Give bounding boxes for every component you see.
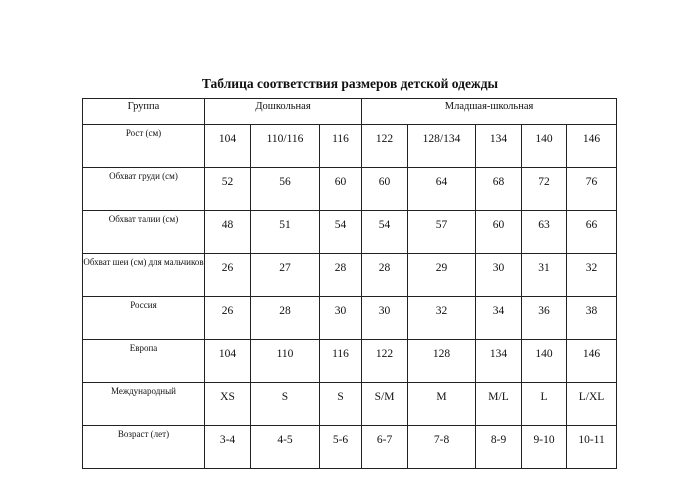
table-cell: M [408, 383, 476, 426]
page-title: Таблица соответствия размеров детской одежды [201, 76, 499, 91]
table-cell: 54 [362, 211, 408, 254]
table-cell: 6-7 [362, 426, 408, 469]
table-cell: L/XL [567, 383, 617, 426]
table-cell: 110 [251, 340, 320, 383]
table-cell: L [522, 383, 567, 426]
table-cell: S/M [362, 383, 408, 426]
table-cell: 134 [476, 125, 522, 168]
preschool-header: Дошкольная [205, 99, 362, 125]
table-cell: 52 [205, 168, 251, 211]
table-cell: 29 [408, 254, 476, 297]
table-row [83, 383, 617, 426]
table-cell: 28 [362, 254, 408, 297]
table-cell: 51 [251, 211, 320, 254]
table-cell: 76 [567, 168, 617, 211]
table-cell: 30 [320, 297, 362, 340]
table-cell: 34 [476, 297, 522, 340]
table-cell: 8-9 [476, 426, 522, 469]
table-cell: 140 [522, 125, 567, 168]
table-cell: 28 [320, 254, 362, 297]
row-label: Обхват шеи (см) для мальчиков [83, 254, 205, 297]
table-cell: 128 [408, 340, 476, 383]
table-cell: 110/116 [251, 125, 320, 168]
table-row [83, 297, 617, 340]
table-cell: 56 [251, 168, 320, 211]
table-cell: 48 [205, 211, 251, 254]
table-cell: 64 [408, 168, 476, 211]
row-label: Обхват талии (см) [83, 211, 205, 254]
table-cell: 10-11 [567, 426, 617, 469]
table-cell: 28 [251, 297, 320, 340]
table-cell: 30 [362, 297, 408, 340]
table-cell: 30 [476, 254, 522, 297]
table-cell: 32 [567, 254, 617, 297]
table-cell: 122 [362, 340, 408, 383]
table-cell: 36 [522, 297, 567, 340]
table-cell: 68 [476, 168, 522, 211]
table-cell: 122 [362, 125, 408, 168]
row-label: Международный [83, 383, 205, 426]
table-cell: 4-5 [251, 426, 320, 469]
table-cell: 26 [205, 297, 251, 340]
table-cell: 54 [320, 211, 362, 254]
table-cell: 63 [522, 211, 567, 254]
table-row [83, 125, 617, 168]
table-cell: 26 [205, 254, 251, 297]
table-cell: 116 [320, 125, 362, 168]
table-cell: 72 [522, 168, 567, 211]
table-cell: XS [205, 383, 251, 426]
table-cell: 146 [567, 125, 617, 168]
table-cell: 38 [567, 297, 617, 340]
table-row [83, 211, 617, 254]
table-cell: 32 [408, 297, 476, 340]
row-label: Возраст (лет) [83, 426, 205, 469]
group-header: Группа [83, 99, 205, 125]
table-cell: 146 [567, 340, 617, 383]
size-table [82, 98, 617, 469]
table-cell: 116 [320, 340, 362, 383]
table-cell: S [251, 383, 320, 426]
table-cell: 57 [408, 211, 476, 254]
table-cell: 7-8 [408, 426, 476, 469]
table-cell: 60 [476, 211, 522, 254]
table-row [83, 340, 617, 383]
table-cell: S [320, 383, 362, 426]
row-label: Рост (см) [83, 125, 205, 168]
junior-school-header: Младшая-школьная [362, 99, 617, 125]
row-label: Обхват груди (см) [83, 168, 205, 211]
header-row [83, 99, 617, 125]
table-cell: M/L [476, 383, 522, 426]
table-cell: 104 [205, 340, 251, 383]
table-cell: 60 [362, 168, 408, 211]
table-cell: 140 [522, 340, 567, 383]
table-cell: 9-10 [522, 426, 567, 469]
table-cell: 31 [522, 254, 567, 297]
row-label: Россия [83, 297, 205, 340]
table-cell: 60 [320, 168, 362, 211]
table-cell: 134 [476, 340, 522, 383]
table-row [83, 168, 617, 211]
table-cell: 3-4 [205, 426, 251, 469]
row-label: Европа [83, 340, 205, 383]
table-cell: 128/134 [408, 125, 476, 168]
table-row [83, 426, 617, 469]
table-cell: 66 [567, 211, 617, 254]
table-cell: 5-6 [320, 426, 362, 469]
table-row [83, 254, 617, 297]
table-cell: 104 [205, 125, 251, 168]
table-cell: 27 [251, 254, 320, 297]
